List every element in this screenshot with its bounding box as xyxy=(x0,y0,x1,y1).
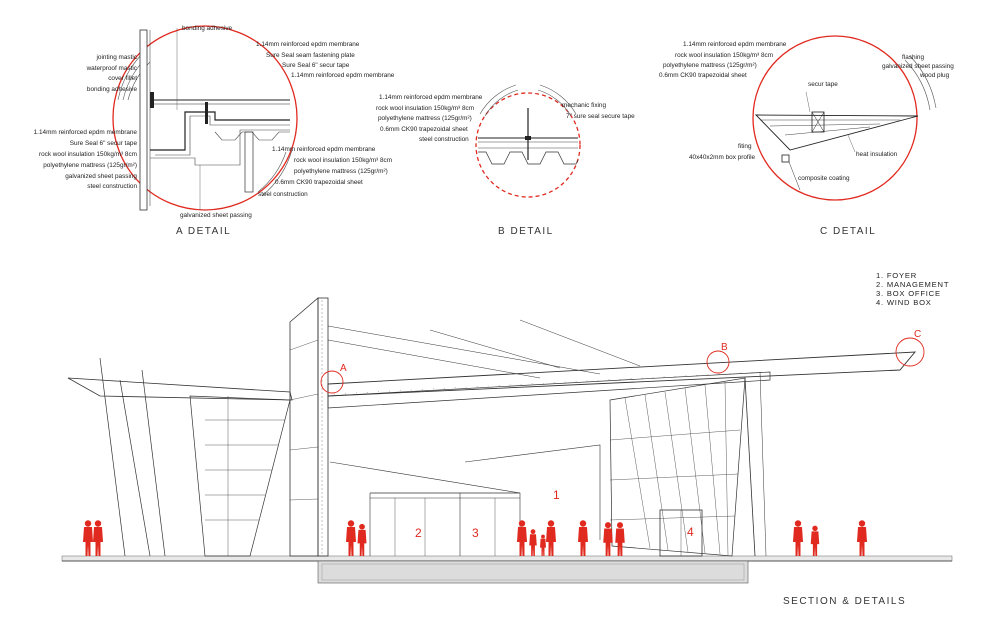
detail-c-label: rock wool insulation 150kg/m³ 8cm xyxy=(675,52,774,59)
detail-c-right-labels xyxy=(882,54,954,79)
detail-a-label-bottom: galvanized sheet passing xyxy=(180,212,252,219)
legend-item: 1. FOYER xyxy=(876,271,918,280)
person-figure xyxy=(358,524,367,556)
person-figure xyxy=(346,520,356,556)
detail-c-label: galvanized sheet passing xyxy=(882,63,954,70)
detail-a-label-top: bonding adhesive xyxy=(182,25,233,32)
detail-b-label: 7" sure seal secure tape xyxy=(566,113,635,120)
detail-a-label: 0.6mm CK90 trapezoidal sheet xyxy=(275,179,363,186)
detail-a-label: steel construction xyxy=(258,191,308,198)
detail-a-label: galvanized sheet passing xyxy=(65,173,137,180)
detail-a-label: bonding adhesive xyxy=(86,86,137,93)
person-figure xyxy=(517,520,527,556)
detail-a-label: jointing mastic xyxy=(96,54,137,61)
detail-b-label: 1.14mm reinforced epdm membrane xyxy=(379,94,483,101)
person-figure xyxy=(615,522,625,556)
detail-b-label: polyethylene mattress (125gr/m²) xyxy=(378,115,472,122)
person-figure xyxy=(93,520,103,556)
detail-c-label-coating: composite coating xyxy=(798,175,850,182)
detail-b-label: steel construction xyxy=(419,136,469,143)
detail-b-label: 0.6mm CK90 trapezoidal sheet xyxy=(380,126,468,133)
person-figure xyxy=(811,526,820,556)
detail-a-label: rock wool insulation 150kg/m³ 8cm xyxy=(294,157,393,164)
person-figure xyxy=(793,520,803,556)
detail-b-label: mechanic fixing xyxy=(562,102,607,109)
detail-b-left-labels xyxy=(376,94,483,143)
detail-a-label: polyethylene mattress (125gr/m²) xyxy=(294,168,388,175)
detail-c-title: C DETAIL xyxy=(820,226,877,237)
detail-a-label: 1.14mm reinforced epdm membrane xyxy=(256,41,360,48)
room-number: 4 xyxy=(687,525,694,539)
section-caption: SECTION & DETAILS xyxy=(783,596,907,607)
detail-a-title: A DETAIL xyxy=(176,226,232,237)
person-figure xyxy=(546,520,556,556)
detail-a-label: 1.14mm reinforced epdm membrane xyxy=(272,146,376,153)
room-number: 1 xyxy=(553,488,560,502)
detail-c-label-secur: secur tape xyxy=(808,81,838,88)
detail-c-label: wood plug xyxy=(920,72,950,79)
detail-a-label: polyethylene mattress (125gr/m²) xyxy=(43,162,137,169)
marker-c: C xyxy=(914,329,922,340)
detail-a-label: Sure Seal 6" secur tape xyxy=(282,62,350,69)
legend xyxy=(876,271,949,307)
marker-a-circle xyxy=(321,371,343,393)
detail-c-label-fiting: fiting xyxy=(738,143,752,150)
detail-c-label: 0.6mm CK90 trapezoidal sheet xyxy=(659,72,747,79)
legend-item: 3. BOX OFFICE xyxy=(876,289,941,298)
detail-a-label: waterproof mastic xyxy=(86,65,137,72)
person-figure xyxy=(529,529,537,556)
person-figure xyxy=(603,522,613,556)
detail-a-label: Sure Seal 6" secur tape xyxy=(69,140,137,147)
detail-b-label: rock wool insulation 150kg/m³ 8cm xyxy=(376,105,475,112)
detail-c-label: flashing xyxy=(902,54,925,61)
detail-c-left-labels xyxy=(659,41,787,79)
detail-c-label: polyethylene mattress (125gr/m²) xyxy=(663,62,757,69)
detail-a-label: 1.14mm reinforced epdm membrane xyxy=(291,72,395,79)
detail-c-label-heat: heat insulation xyxy=(856,151,898,158)
room-number: 2 xyxy=(415,526,422,540)
detail-a-left-labels xyxy=(34,54,138,190)
legend-item: 2. MANAGEMENT xyxy=(876,280,950,289)
detail-c-label-profile: 40x40x2mm box profile xyxy=(689,154,756,161)
person-figure xyxy=(857,520,867,556)
person-figure xyxy=(540,535,546,556)
legend-item: 4. WIND BOX xyxy=(876,298,932,307)
section-markers xyxy=(321,329,924,393)
marker-b: B xyxy=(721,342,728,353)
detail-a-label: rock wool insulation 150kg/m³ 8cm xyxy=(38,151,137,158)
detail-b-right-labels xyxy=(562,102,635,120)
detail-a-label: 1.14mm reinforced epdm membrane xyxy=(33,129,137,136)
detail-a-label: steel construction xyxy=(87,183,137,190)
marker-a: A xyxy=(340,363,347,374)
room-number: 3 xyxy=(472,526,479,540)
person-figure xyxy=(83,520,93,556)
person-figure xyxy=(578,520,588,556)
detail-b-title: B DETAIL xyxy=(498,226,554,237)
detail-c-label: 1.14mm reinforced epdm membrane xyxy=(683,41,787,48)
detail-a-label: cover fillet xyxy=(108,75,137,82)
detail-a-label: Sure Seal seam fastening plate xyxy=(266,52,355,59)
